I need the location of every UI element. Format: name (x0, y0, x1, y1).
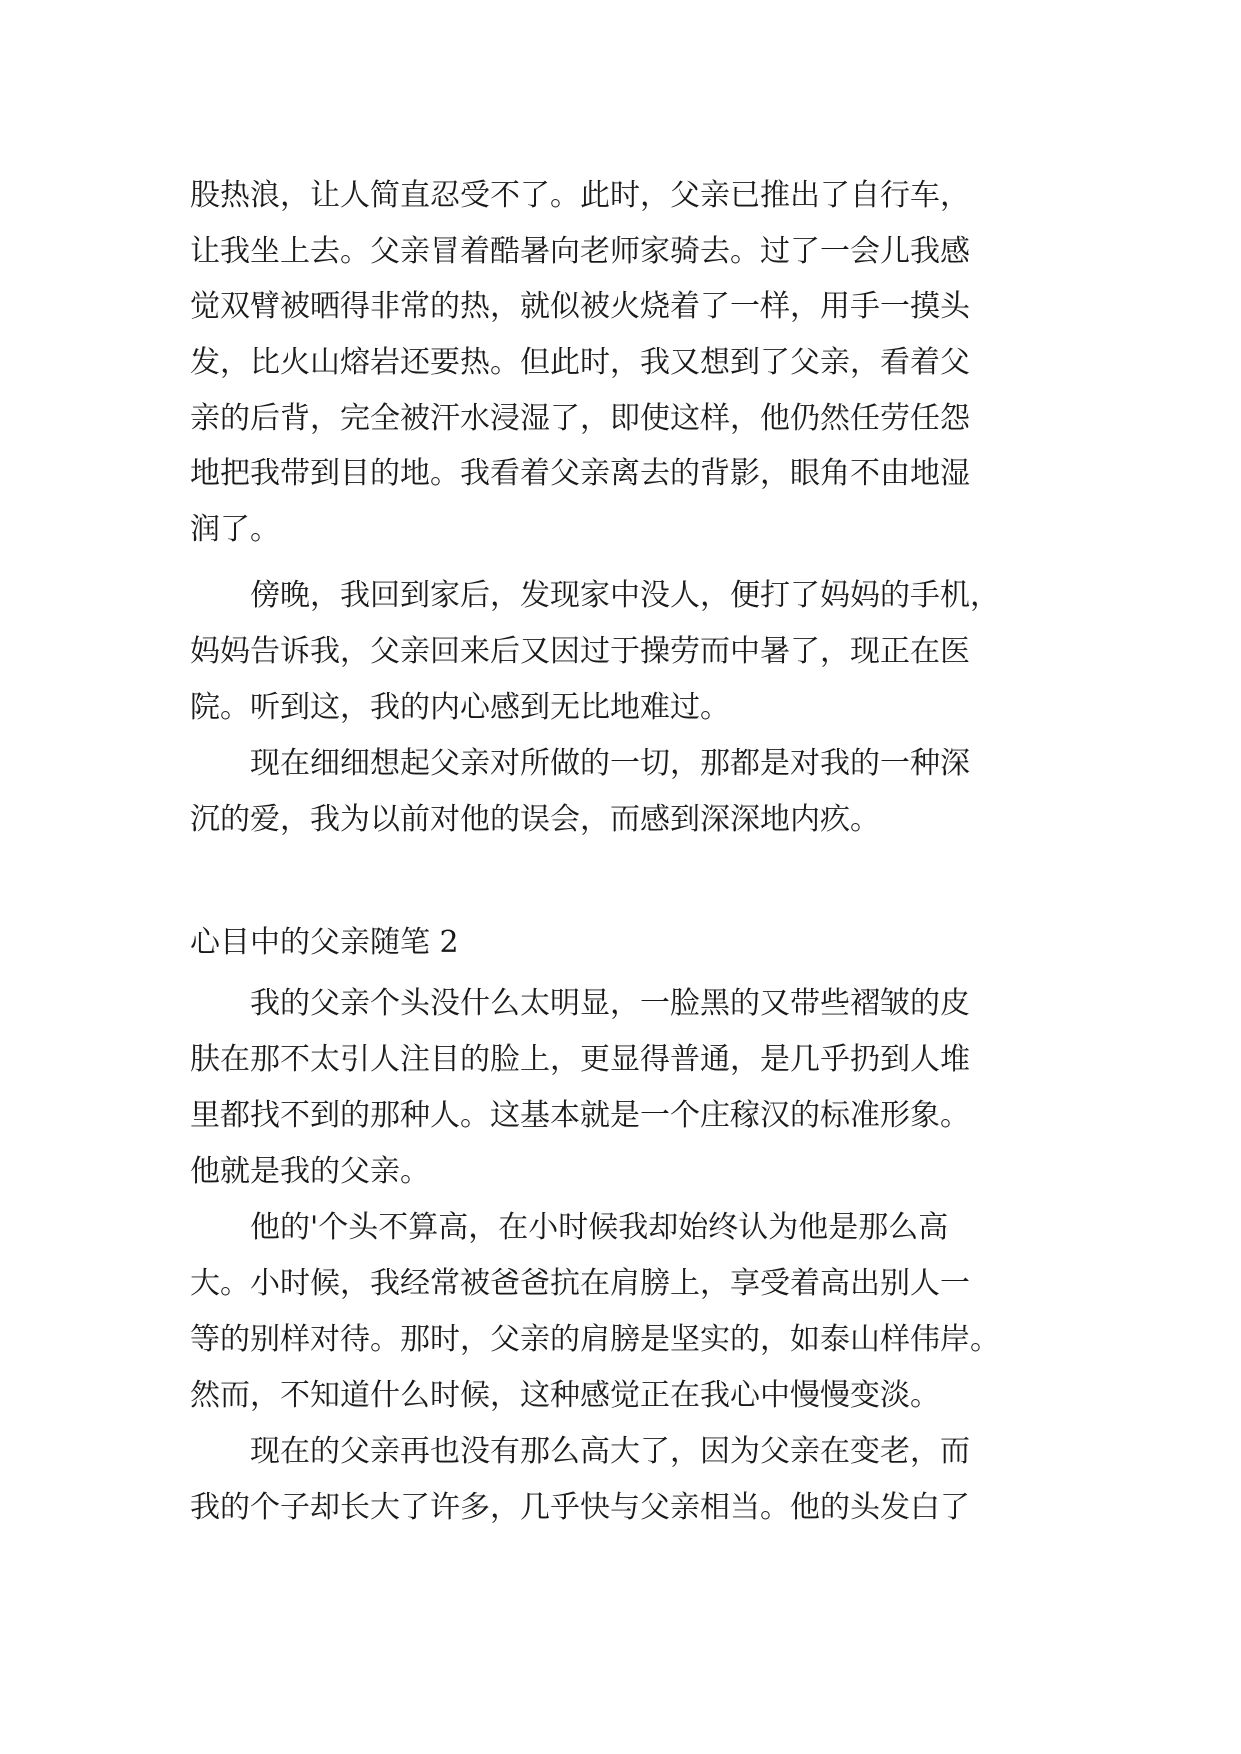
text-line: 大。小时候，我经常被爸爸抗在肩膀上，享受着高出别人一 (190, 1266, 970, 1301)
text-line: 沉的爱，我为以前对他的误会，而感到深深地内疚。 (190, 802, 880, 837)
text-line: 亲的后背，完全被汗水浸湿了，即使这样，他仍然任劳任怨 (190, 400, 970, 436)
paragraph-4 (190, 976, 1070, 1200)
text-line: 傍晚，我回到家后，发现家中没人，便打了妈妈的手机， (190, 578, 1000, 613)
text-line: 我的个子却长大了许多，几乎快与父亲相当。他的头发白了 (190, 1490, 970, 1525)
text-line: 现在的父亲再也没有那么高大了，因为父亲在变老，而 (190, 1434, 970, 1469)
text-line: 觉双臂被晒得非常的热，就似被火烧着了一样，用手一摸头 (190, 289, 970, 325)
text-line: 里都找不到的那种人。这基本就是一个庄稼汉的标准形象。 (190, 1098, 970, 1133)
text-line: 现在细细想起父亲对所做的一切，那都是对我的一种深 (190, 746, 970, 781)
section-title-text: 心目中的父亲随笔 2 (190, 925, 459, 960)
text-line: 他就是我的父亲。 (190, 1154, 430, 1189)
text-line: 妈妈告诉我，父亲回来后又因过于操劳而中暑了，现正在医 (190, 634, 970, 669)
paragraph-1 (190, 168, 1070, 558)
text-line: 然而，不知道什么时候，这种感觉正在我心中慢慢变淡。 (190, 1378, 940, 1413)
text-line: 让我坐上去。父亲冒着酷暑向老师家骑去。过了一会儿我感 (190, 233, 970, 269)
text-line: 股热浪，让人简直忍受不了。此时，父亲已推出了自行车， (190, 178, 970, 213)
paragraph-3 (190, 736, 1070, 848)
text-line: 他的'个头不算高，在小时候我却始终认为他是那么高 (190, 1210, 949, 1245)
text-line: 院。听到这，我的内心感到无比地难过。 (190, 690, 730, 725)
text-line: 等的别样对待。那时，父亲的肩膀是坚实的，如泰山样伟岸。 (190, 1322, 1000, 1357)
text-line: 肤在那不太引人注目的脸上，更显得普通，是几乎扔到人堆 (190, 1042, 970, 1077)
paragraph-6 (190, 1424, 1070, 1536)
text-line: 地把我带到目的地。我看着父亲离去的背影，眼角不由地湿 (190, 456, 970, 492)
paragraph-2 (190, 568, 1070, 736)
section-title (190, 920, 1070, 966)
text-line: 我的父亲个头没什么太明显，一脸黑的又带些褶皱的皮 (190, 986, 970, 1021)
paragraph-5 (190, 1200, 1070, 1424)
text-line: 润了。 (190, 512, 280, 548)
text-line: 发，比火山熔岩还要热。但此时，我又想到了父亲，看着父 (190, 345, 970, 381)
